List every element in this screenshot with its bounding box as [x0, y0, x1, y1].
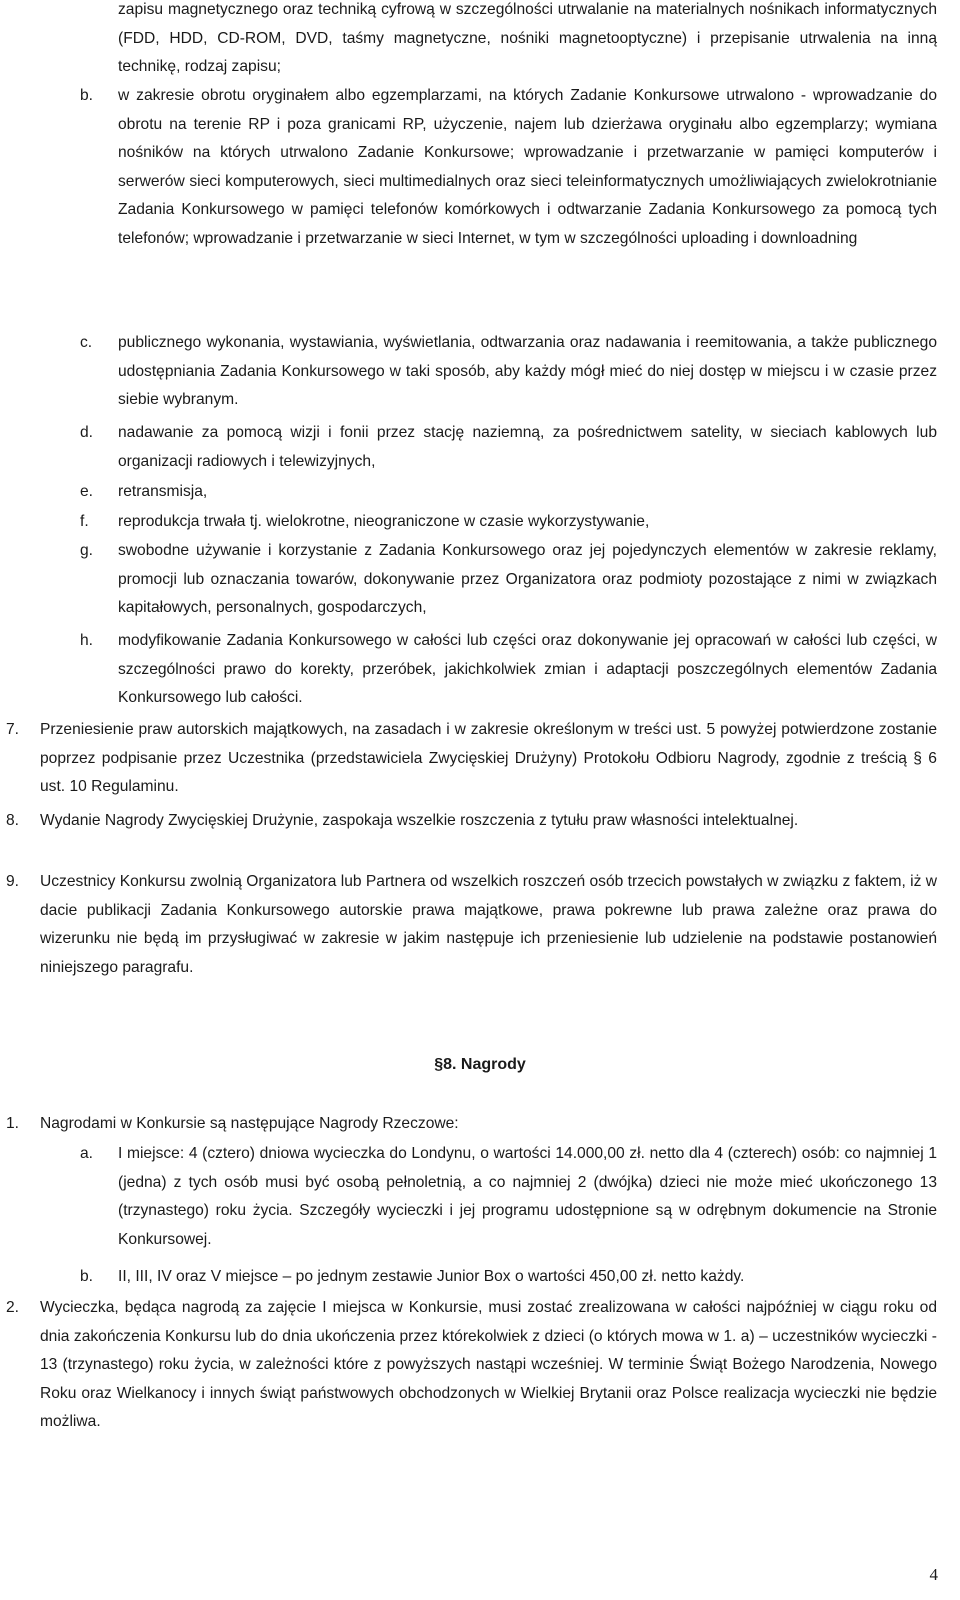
list-marker-g: g. [80, 542, 94, 559]
list-item-prizes-a: I miejsce: 4 (cztero) dniowa wycieczka do Londynu, o wartości 14.000,00 zł. netto dla 4 (czterech) osób: co najmniej 1 (jedna) z tych osób musi być osobą pełnoletnią, a co najmniej 2 (dwójka) dzieci nie może mieć ukończonego 13 (trzynastego) roku życia. Szczegóły wycieczki i jej programu udostępnione są w odrębnym dokumencie na Stronie Konkursowej. [118, 1145, 937, 1248]
list-marker-7: 7. [6, 721, 20, 738]
list-marker-d: d. [80, 424, 94, 441]
list-item-d: nadawanie za pomocą wizji i fonii przez stację naziemną, za pośrednictwem satelity, w sieciach kablowych lub organizacji radiowych i telewizyjnych, [118, 424, 937, 470]
list-marker-h: h. [80, 632, 94, 649]
list-item-g: swobodne używanie i korzystanie z Zadania Konkursowego oraz jej pojedynczych elementów w zakresie reklamy, promocji lub oznaczania towarów, dokonywanie przez Organizatora oraz podmioty pozostające z nimi w związkach kapitałowych, personalnych, gospodarczych, [118, 542, 937, 617]
list-item-prizes-1: Nagrodami w Konkursie są następujące Nagrody Rzeczowe: [40, 1115, 459, 1132]
list-item-e: retransmisja, [118, 483, 208, 500]
list-item-9: Uczestnicy Konkursu zwolnią Organizatora lub Partnera od wszelkich roszczeń osób trzecich powstałych w związku z faktem, iż w dacie publikacji Zadania Konkursowego autorskie prawa majątkowe, prawa pokrewne lub prawa zależne oraz prawa do wizerunku nie będą im przysługiwać w zakresie w jakim następuje ich przeniesienie lub udzielenie na podstawie postanowień niniejszego paragrafu. [40, 873, 937, 976]
list-marker-f: f. [80, 513, 89, 530]
list-item-h: modyfikowanie Zadania Konkursowego w całości lub części oraz dokonywanie jej opracowań w całości lub części, w szczególności prawo do korekty, przeróbek, jakichkolwiek zmian i adaptacji poszczególnych elementów Zadania Konkursowego lub całości. [118, 632, 937, 707]
list-marker-8: 8. [6, 812, 20, 829]
list-marker-prizes-a: a. [80, 1145, 94, 1162]
list-item-7: Przeniesienie praw autorskich majątkowych, na zasadach i w zakresie określonym w treści ust. 5 powyżej potwierdzone zostanie poprzez podpisanie przez Uczestnika (przedstawiciela Zwycięskiej Drużyny) Protokołu Odbioru Nagrody, zgodnie z treścią § 6 ust. 10 Regulaminu. [40, 721, 937, 796]
list-item-f: reprodukcja trwała tj. wielokrotne, nieograniczone w czasie wykorzystywanie, [118, 513, 650, 530]
list-marker-b: b. [80, 87, 94, 104]
list-marker-e: e. [80, 483, 94, 500]
list-marker-prizes-2: 2. [6, 1299, 20, 1316]
list-item-b: w zakresie obrotu oryginałem albo egzemplarzami, na których Zadanie Konkursowe utrwalono - wprowadzanie do obrotu na terenie RP i poza granicami RP, użyczenie, najem lub dzierżawa oryginału albo egzemplarzy; wymiana nośników na których utrwalono Zadanie Konkursowe; wprowadzanie i przetwarzanie w pamięci komputerów i serwerów sieci komputerowych, sieci multimedialnych oraz sieci teleinformatycznych umożliwiających zwielokrotnianie Zadania Konkursowego w pamięci telefonów komórkowych i odtwarzanie Zadania Konkursowego za pomocą tych telefonów; wprowadzanie i przetwarzanie w sieci Internet, w tym w szczególności uploading i downloadning [118, 87, 937, 247]
list-marker-prizes-1: 1. [6, 1115, 20, 1132]
list-marker-9: 9. [6, 873, 20, 890]
continuation-paragraph: zapisu magnetycznego oraz techniką cyfrową w szczególności utrwalanie na materialnych nośnikach informatycznych (FDD, HDD, CD-ROM, DVD, taśmy magnetyczne, nośniki magnetooptyczne) i przepisanie utrwalenia na inną technikę, rodzaj zapisu; [118, 1, 937, 76]
page-number: 4 [929, 1565, 938, 1584]
list-item-c: publicznego wykonania, wystawiania, wyświetlania, odtwarzania oraz nadawania i reemitowania, a także publicznego udostępniania Zadania Konkursowego w taki sposób, aby każdy mógł mieć do niej dostęp w miejscu i w czasie przez siebie wybranym. [118, 334, 937, 409]
list-item-prizes-b: II, III, IV oraz V miejsce – po jednym zestawie Junior Box o wartości 450,00 zł. netto każdy. [118, 1268, 745, 1285]
list-marker-prizes-b: b. [80, 1268, 94, 1285]
list-marker-c: c. [80, 334, 93, 351]
list-item-8: Wydanie Nagrody Zwycięskiej Drużynie, zaspokaja wszelkie roszczenia z tytułu praw własności intelektualnej. [40, 812, 799, 829]
section-heading: §8. Nagrody [434, 1056, 526, 1073]
list-item-prizes-2: Wycieczka, będąca nagrodą za zajęcie I miejsca w Konkursie, musi zostać zrealizowana w całości najpóźniej w ciągu roku od dnia zakończenia Konkursu lub do dnia ukończenia przez którekolwiek z dzieci (o których mowa w 1. a) – uczestników wycieczki - 13 (trzynastego) roku życia, w zależności które z powyższych nastąpi wcześniej. W terminie Świąt Bożego Narodzenia, Nowego Roku oraz Wielkanocy i innych świąt państwowych obchodzonych w Wielkiej Brytanii oraz Polsce realizacja wycieczki nie będzie możliwa. [40, 1299, 937, 1431]
